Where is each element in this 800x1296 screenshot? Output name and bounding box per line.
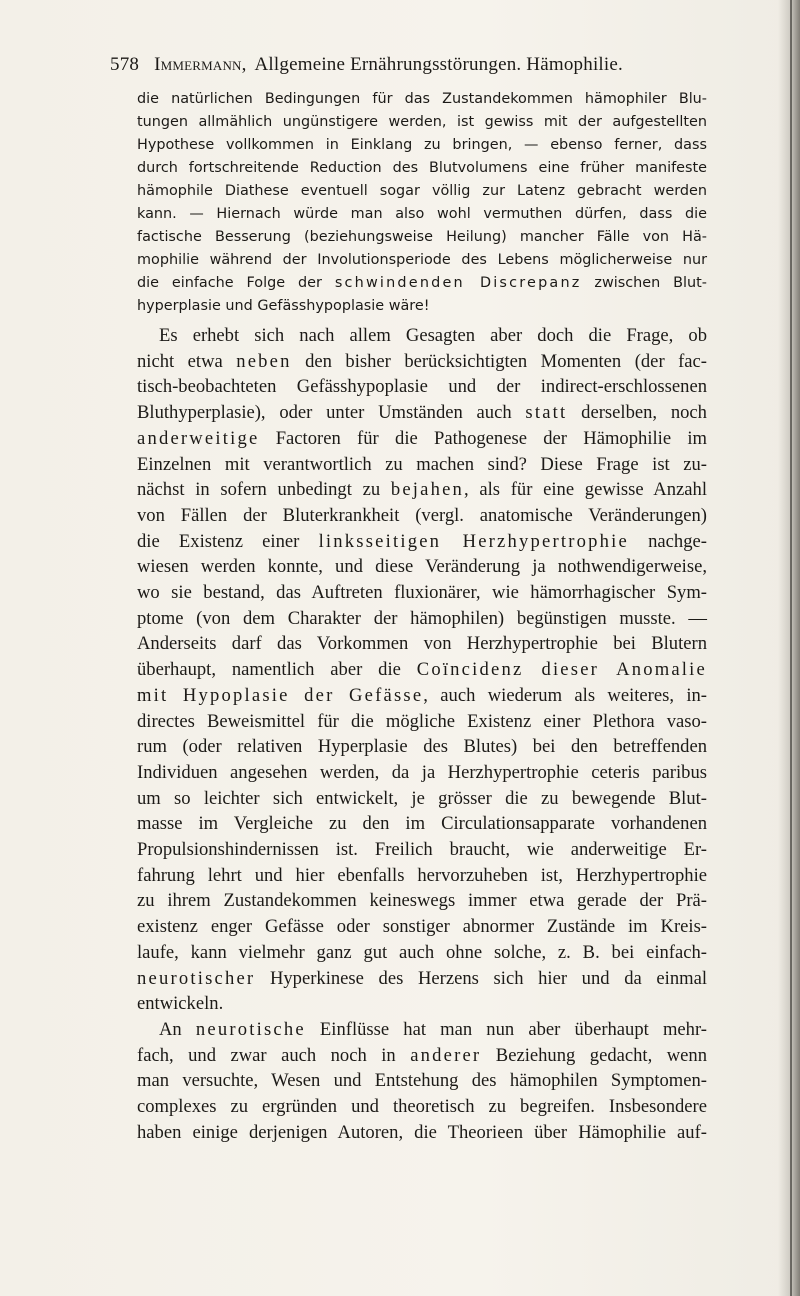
spaced-emphasis: mit Hypoplasie der Gefässe bbox=[137, 684, 424, 706]
running-head bbox=[110, 54, 710, 76]
text-line: Anderseits darf das Vorkommen von Herzhypertrophie bei Blutern bbox=[137, 633, 707, 655]
text-segment: , als für eine gewisse Anzahl bbox=[464, 479, 708, 501]
text-line bbox=[137, 683, 707, 709]
text-segment: nachge- bbox=[628, 530, 707, 552]
text-segment: nicht etwa bbox=[137, 350, 237, 372]
text-line: masse im Vergleiche zu den im Circulationsapparate vorhandenen bbox=[137, 813, 707, 835]
text-line: zu ihrem Zustandekommen keineswegs immer etwa gerade der Prä- bbox=[137, 890, 707, 912]
text-line bbox=[137, 323, 707, 349]
spaced-emphasis: neurotische bbox=[195, 1018, 306, 1040]
page-edge-shadow bbox=[778, 0, 800, 1296]
text-line: complexes zu ergründen und theoretisch zu begreifen. Insbesondere bbox=[137, 1096, 707, 1118]
text-line: ptome (von dem Charakter der hämophilen) begünstigen musste. — bbox=[137, 607, 707, 629]
text-line: wiesen werden konnte, und diese Veränderung ja nothwendigerweise, bbox=[137, 556, 707, 578]
text-line bbox=[137, 426, 707, 452]
paragraph bbox=[137, 323, 707, 1017]
text-line: fahrung lehrt und hier ebenfalls hervorzuheben ist, Herzhypertrophie bbox=[137, 864, 707, 886]
text-line: existenz enger Gefässe oder sonstiger abnormer Zustände im Kreis- bbox=[137, 916, 707, 938]
text-line: die natürlichen Bedingungen für das Zustandekommen hämophiler Blu- bbox=[137, 91, 707, 107]
text-segment: Bluthyperplasie), oder unter Umständen auch bbox=[137, 402, 526, 424]
text-line: laufe, kann vielmehr ganz gut auch ohne solche, z. B. bei einfach- bbox=[137, 941, 707, 963]
spaced-emphasis: linksseitigen Herzhypertrophie bbox=[318, 530, 629, 552]
text-segment: Factoren für die Pathogenese der Hämophilie im bbox=[259, 427, 707, 449]
text-line: von Fällen der Bluterkrankheit (vergl. anatomische Veränderungen) bbox=[137, 504, 707, 526]
text-segment: nächst in sofern unbedingt zu bbox=[137, 479, 391, 501]
text-segment: fach, und zwar auch noch in bbox=[137, 1044, 411, 1066]
text-segment: die Existenz einer bbox=[137, 530, 319, 552]
text-line: haben einige derjenigen Autoren, die Theorieen über Hämophilie auf- bbox=[137, 1121, 707, 1143]
text-segment: Einflüsse hat man nun aber überhaupt mehr- bbox=[305, 1018, 707, 1040]
spaced-emphasis: Coïncidenz dieser Anomalie bbox=[416, 659, 707, 681]
text-line: rum (oder relativen Hyperplasie des Blutes) bei den betreffenden bbox=[137, 736, 707, 758]
main-text bbox=[137, 323, 707, 1146]
text-segment: derselben, noch bbox=[567, 402, 707, 424]
text-line: durch fortschreitende Reduction des Blutvolumens eine früher manifeste bbox=[137, 160, 707, 176]
text-line bbox=[137, 529, 707, 555]
text-line bbox=[137, 966, 707, 992]
text-line: um so leichter sich entwickelt, je grösser die zu bewegende Blut- bbox=[137, 787, 707, 809]
text-line bbox=[137, 477, 707, 503]
text-line: Individuen angesehen werden, da ja Herzhypertrophie ceteris paribus bbox=[137, 761, 707, 783]
text-line: hyperplasie und Gefässhypoplasie wäre! bbox=[137, 298, 430, 314]
text-segment: überhaupt, namentlich aber die bbox=[137, 659, 417, 681]
text-line bbox=[137, 400, 707, 426]
text-line bbox=[137, 657, 707, 683]
spaced-emphasis: bejahen bbox=[390, 479, 465, 501]
spaced-emphasis: neurotischer bbox=[137, 967, 256, 989]
text-line bbox=[137, 1017, 707, 1043]
text-line: factische Besserung (beziehungsweise Heilung) mancher Fälle von Hä- bbox=[137, 229, 707, 245]
running-head-author: Immermann, bbox=[154, 54, 247, 75]
text-line bbox=[137, 349, 707, 375]
text-segment: zwischen Blut- bbox=[581, 275, 707, 291]
text-line: kann. — Hiernach würde man also wohl vermuthen dürfen, dass die bbox=[137, 206, 707, 222]
text-line: mophilie während der Involutionsperiode des Lebens möglicherweise nur bbox=[137, 252, 707, 268]
text-line: Einzelnen mit verantwortlich zu machen sind? Diese Frage ist zu- bbox=[137, 453, 707, 475]
text-line: directes Beweismittel für die mögliche Existenz einer Plethora vaso- bbox=[137, 710, 707, 732]
text-line: Propulsionshindernissen ist. Freilich braucht, wie anderweitige Er- bbox=[137, 839, 707, 861]
small-print-paragraph bbox=[137, 88, 707, 318]
text-line: tisch-beobachteten Gefässhypoplasie und der indirect-erschlossenen bbox=[137, 376, 707, 398]
paragraph bbox=[137, 1017, 707, 1146]
spaced-emphasis: anderweitige bbox=[137, 427, 260, 449]
text-segment: Es erhebt sich nach allem Gesagten aber doch die Frage, ob bbox=[159, 325, 707, 346]
text-line: man versuchte, Wesen und Entstehung des hämophilen Symptomen- bbox=[137, 1070, 707, 1092]
spaced-emphasis: anderer bbox=[410, 1044, 482, 1066]
spaced-emphasis: schwindenden Discrepanz bbox=[334, 275, 582, 291]
text-segment: den bisher berücksichtigten Momenten (der fac- bbox=[291, 350, 707, 372]
text-segment: Hyperkinese des Herzens sich hier und da einmal bbox=[255, 967, 707, 989]
spaced-emphasis: statt bbox=[525, 402, 568, 424]
spaced-emphasis: neben bbox=[236, 350, 292, 372]
text-line: entwickeln. bbox=[137, 993, 224, 1015]
text-line bbox=[137, 272, 707, 295]
text-line: hämophile Diathese eventuell sogar völlig zur Latenz gebracht werden bbox=[137, 183, 707, 199]
text-segment: Beziehung gedacht, wenn bbox=[481, 1044, 707, 1066]
page-number: 578 bbox=[110, 54, 140, 75]
text-line: Hypothese vollkommen in Einklang zu bringen, — ebenso ferner, dass bbox=[137, 137, 707, 153]
text-segment: , auch wiederum als weiteres, in- bbox=[423, 684, 707, 706]
running-head-title: Allgemeine Ernährungsstörungen. Hämophilie. bbox=[254, 54, 623, 75]
page-edge-line bbox=[790, 0, 792, 1296]
text-segment: die einfache Folge der bbox=[137, 275, 335, 291]
text-line: tungen allmählich ungünstigere werden, ist gewiss mit der aufgestellten bbox=[137, 114, 707, 130]
text-segment: An bbox=[159, 1018, 196, 1040]
text-line bbox=[137, 1043, 707, 1069]
text-line: wo sie bestand, das Auftreten fluxionärer, wie hämorrhagischer Sym- bbox=[137, 582, 707, 604]
